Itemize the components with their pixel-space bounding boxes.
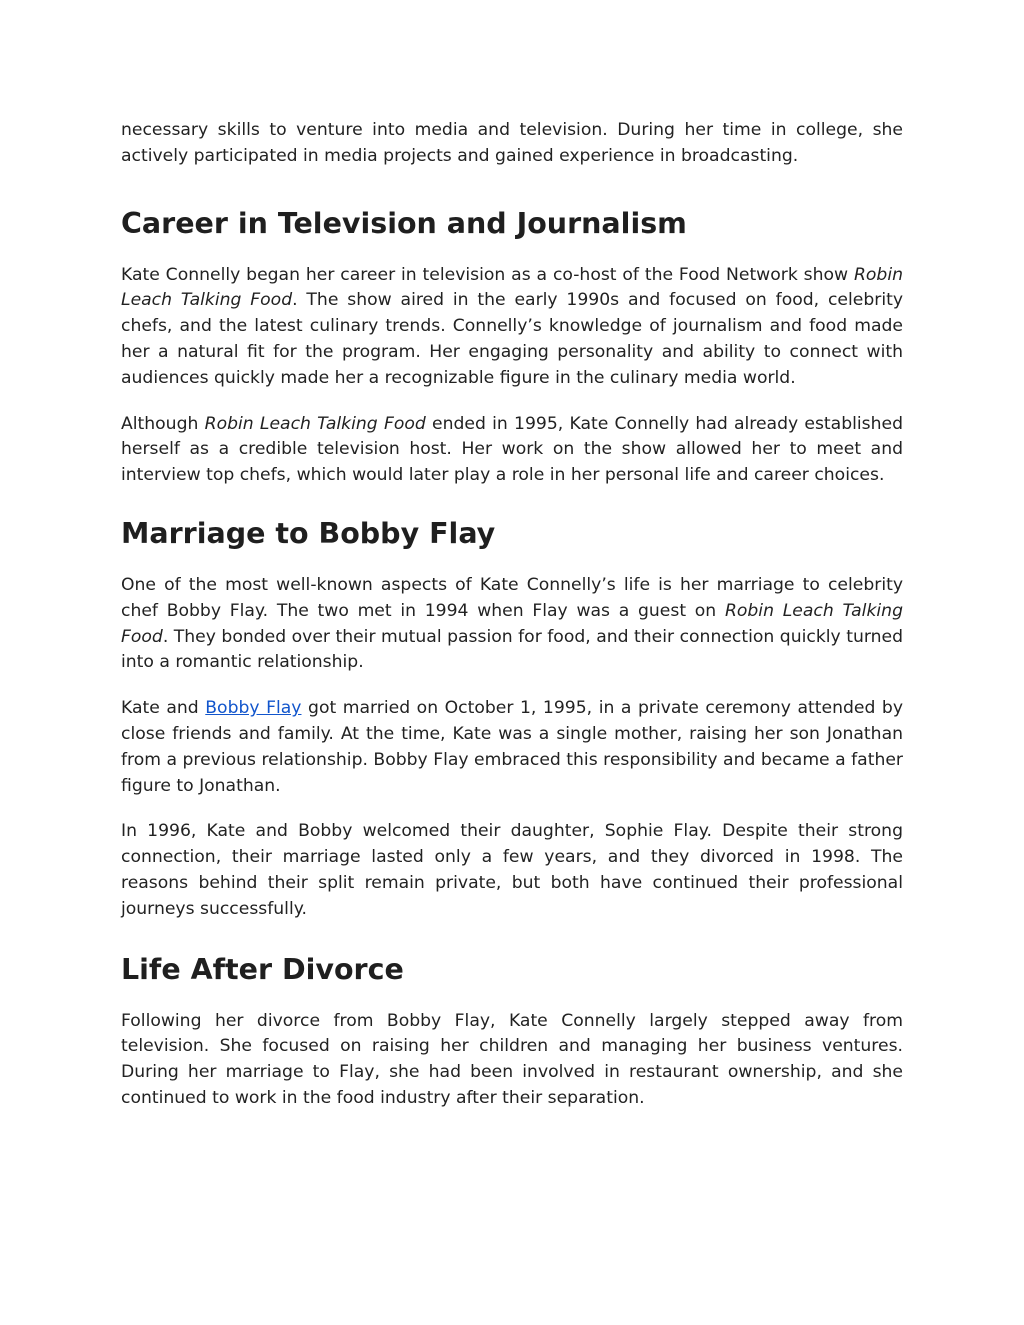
career-heading: Career in Television and Journalism <box>121 206 687 240</box>
career-p1-text-b: . The show aired in the early 1990s and focused on food, celebrity chefs, and the latest culinary trends. Connelly’s knowledge of journalism and food made her a natural fit for the program. Her engaging personality and ability to connect with audiences quickly made her a recognizable figure in the culinary media world. <box>121 290 904 388</box>
career-p1-text-a: Kate Connelly began her career in television as a co-host of the Food Network show <box>121 264 854 285</box>
show-title-italic: Robin Leach Talking Food <box>204 413 426 434</box>
life-after-divorce-heading: Life After Divorce <box>121 952 404 986</box>
life-p1-text: Following her divorce from Bobby Flay, Kate Connelly largely stepped away from television. She focused on raising her children and managing her business ventures. During her marriage to Flay, she had been involved in restaurant ownership, and she continued to work in the food industry after their separation. <box>121 1010 903 1108</box>
marriage-p1-text-b: . They bonded over their mutual passion for food, and their connection quickly turned into a romantic relationship. <box>121 626 903 673</box>
intro-text: necessary skills to venture into media and television. During her time in college, she actively participated in media projects and gained experience in broadcasting. <box>121 120 903 166</box>
marriage-p3-text: In 1996, Kate and Bobby welcomed their daughter, Sophie Flay. Despite their strong connection, their marriage lasted only a few years, and they divorced in 1998. The reasons behind their split remain private, but both have continued their professional journeys successfully. <box>121 821 903 919</box>
marriage-paragraph-1 <box>121 573 903 676</box>
marriage-paragraph-3 <box>121 819 903 922</box>
life-paragraph-1 <box>121 1009 903 1112</box>
show-title-italic: Robin Leach Talking Food <box>121 264 903 311</box>
marriage-p1-text-a: One of the most well-known aspects of Kate Connelly’s life is her marriage to celebrity chef Bobby Flay. The two met in 1994 when Flay was a guest on <box>121 574 903 621</box>
intro-paragraph <box>121 118 903 170</box>
career-paragraph-2 <box>121 412 903 489</box>
document-page <box>121 118 903 1112</box>
marriage-heading: Marriage to Bobby Flay <box>121 516 496 550</box>
marriage-paragraph-2 <box>121 696 903 799</box>
marriage-p2-text-a: Kate and <box>121 698 206 719</box>
career-paragraph-1 <box>121 263 903 392</box>
career-p2-text-a: Although <box>121 413 205 434</box>
marriage-p2-text-b: got married on October 1, 1995, in a private ceremony attended by close friends and family. At the time, Kate was a single mother, raising her son Jonathan from a previous relationship. Bobby Flay embraced this responsibility and became a father figure to Jonathan. <box>121 698 903 796</box>
bobby-flay-link[interactable]: Bobby Flay <box>205 698 302 719</box>
show-title-italic: Robin Leach Talking Food <box>121 600 903 647</box>
career-p2-text-b: ended in 1995, Kate Connelly had already established herself as a credible television host. Her work on the show allowed her to meet and interview top chefs, which would later play a role in her personal life and career choices. <box>121 413 903 486</box>
